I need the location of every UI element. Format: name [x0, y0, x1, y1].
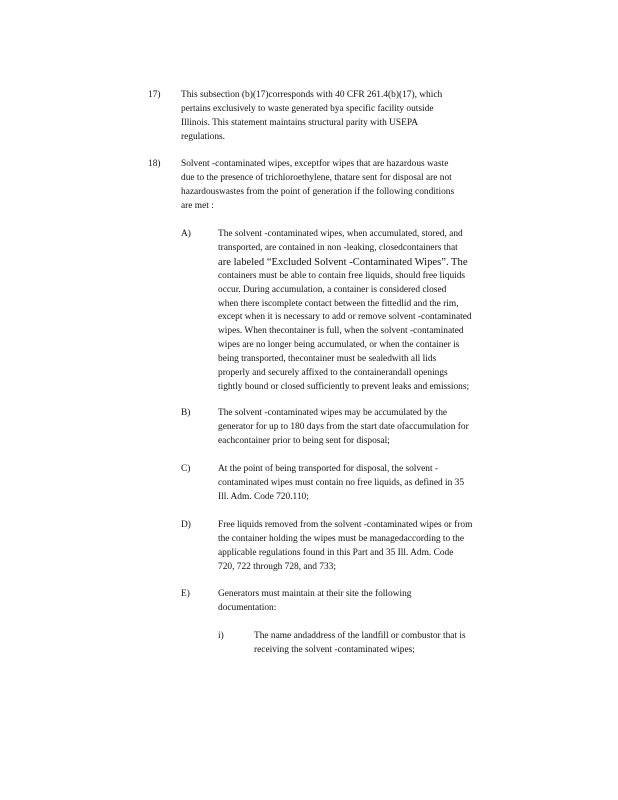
- text-line: At the point of being transported for disposal, the solvent -: [218, 464, 439, 474]
- item-text-18: [181, 158, 531, 214]
- item-text-e: [218, 588, 478, 616]
- text-line: receiving the solvent -contaminated wipes;: [254, 644, 415, 655]
- text-line: due to the presence of trichloroethylene, thatare sent for disposal are not: [181, 172, 452, 183]
- text-line: are met :: [181, 200, 214, 211]
- item-label-i: i): [218, 631, 224, 641]
- text-line: Solvent -contaminated wipes, exceptfor wipes that are hazardous waste: [181, 159, 449, 169]
- text-line: containers must be able to contain free liquids, should free liquids: [218, 270, 466, 281]
- text-line: wipes. When thecontainer is full, when the solvent -contaminated: [218, 326, 464, 337]
- text-line: regulations.: [181, 131, 226, 142]
- item-label-c: C): [181, 464, 191, 474]
- text-line: except when it is necessary to add or remove solvent -contaminated: [218, 312, 472, 323]
- item-label-e: E): [181, 589, 190, 599]
- text-line: are labeled “Excluded Solvent -Contaminated Wipes”. The: [218, 256, 468, 268]
- item-text-a: [218, 228, 534, 395]
- text-line: Ill. Adm. Code 720.110;: [218, 491, 309, 502]
- item-label-b: B): [181, 408, 191, 418]
- text-line: eachcontainer prior to being sent for disposal;: [218, 435, 390, 446]
- item-text-17: [181, 89, 515, 145]
- item-label-18: 18): [148, 159, 161, 169]
- item-label-17: 17): [148, 90, 161, 100]
- item-label-d: D): [181, 520, 191, 530]
- text-line: transported, are contained in non -leaking, closedcontainers that: [218, 242, 458, 253]
- text-line: applicable regulations found in this Part and 35 Ill. Adm. Code: [218, 547, 454, 558]
- text-line: being transported, thecontainer must be sealedwith all lids: [218, 354, 437, 365]
- text-line: The name andaddress of the landfill or combustor that is: [254, 631, 466, 641]
- item-text-c: [218, 463, 534, 505]
- item-text-b: [218, 407, 540, 449]
- text-line: when there iscomplete contact between the fittedlid and the rim,: [218, 298, 459, 309]
- text-line: documentation:: [218, 602, 277, 613]
- text-line: the container holding the wipes must be managedaccording to the: [218, 533, 465, 544]
- text-line: 720, 722 through 728, and 733;: [218, 561, 336, 572]
- text-line: Free liquids removed from the solvent -contaminated wipes or from: [218, 520, 473, 530]
- item-text-d: [218, 519, 534, 575]
- text-line: hazardouswastes from the point of generation if the following conditions: [181, 186, 455, 197]
- text-line: This subsection (b)(17)corresponds with 40 CFR 261.4(b)(17), which: [181, 90, 443, 100]
- text-line: The solvent -contaminated wipes, when accumulated, stored, and: [218, 229, 463, 239]
- text-line: Generators must maintain at their site the following: [218, 589, 412, 599]
- text-line: The solvent -contaminated wipes may be accumulated by the: [218, 408, 448, 418]
- item-text-i: [254, 630, 526, 658]
- text-line: contaminated wipes must contain no free liquids, as defined in 35: [218, 477, 465, 488]
- text-line: Illinois. This statement maintains structural parity with USEPA: [181, 117, 418, 128]
- item-label-a: A): [181, 229, 191, 239]
- text-line: tightly bound or closed sufficiently to prevent leaks and emissions;: [218, 381, 470, 392]
- text-line: wipes are no longer being accumulated, or when the container is: [218, 340, 460, 351]
- text-line: generator for up to 180 days from the start date ofaccumulation for: [218, 421, 469, 432]
- text-line: occur. During accumulation, a container is considered closed: [218, 284, 447, 295]
- text-line: pertains exclusively to waste generated bya specific facility outside: [181, 103, 434, 114]
- text-line: properly and securely affixed to the containerandall openings: [218, 368, 448, 379]
